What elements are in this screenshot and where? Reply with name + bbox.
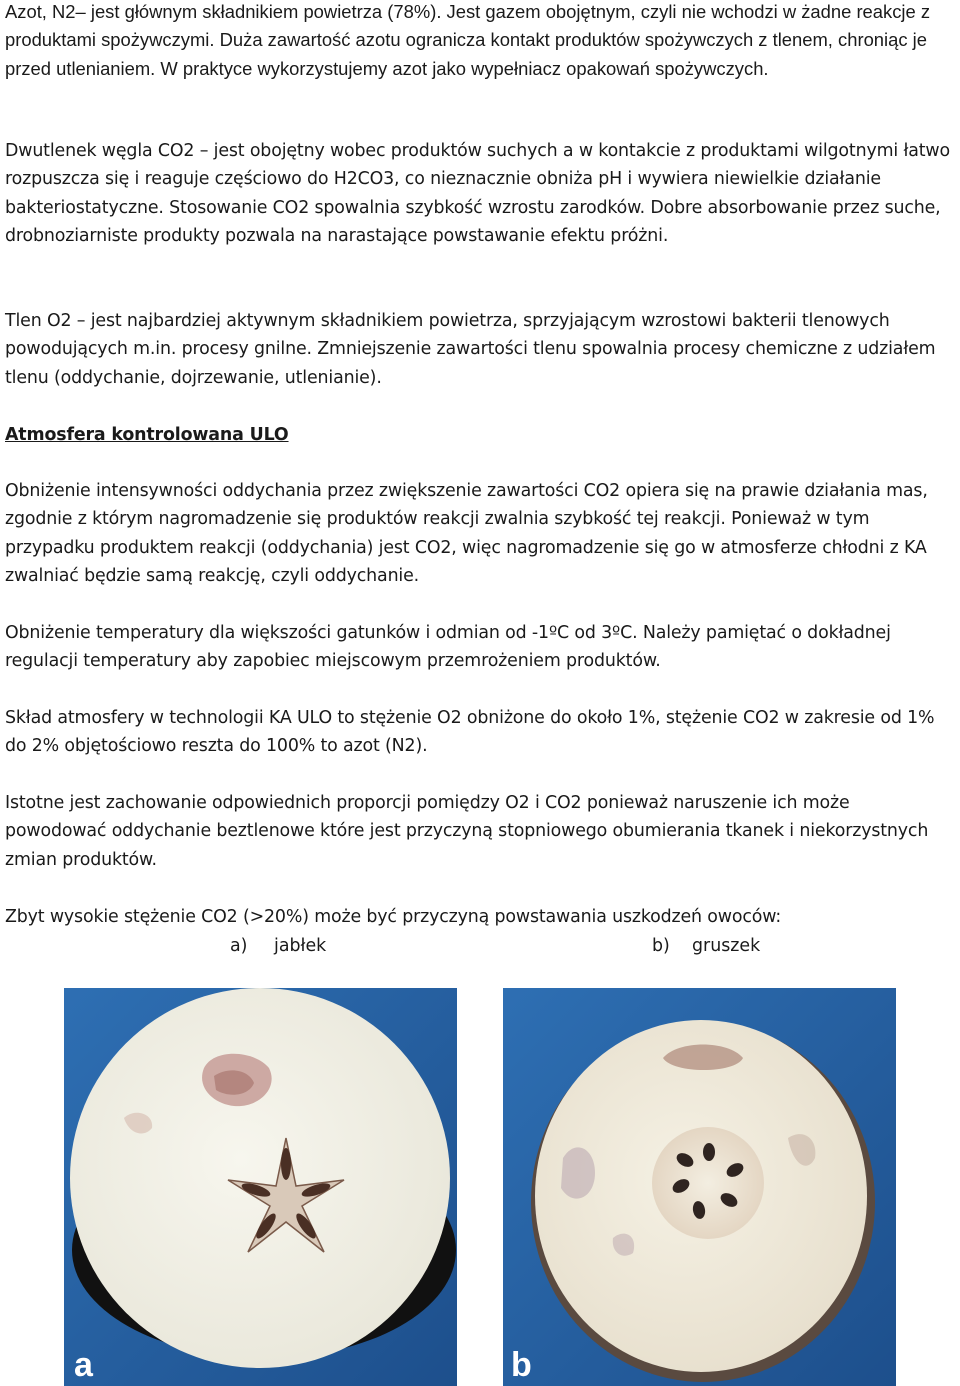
paragraph-oxygen: Tlen O2 – jest najbardziej aktywnym składnikiem powietrza, sprzyjającym wzrostowi bakterii tlenowych powodujących m.in. procesy gnilne. Zmniejszenie zawartości tlenu spowalnia procesy chemiczne z udziałem tlenu (oddychanie, dojrzewanie, utlenianie). [5, 311, 936, 388]
list-marker-a: a) [230, 936, 248, 956]
section-heading: Atmosfera kontrolowana ULO [5, 425, 289, 445]
pear-photo [503, 988, 896, 1386]
apple-flesh [70, 988, 450, 1368]
paragraph-proportions: Istotne jest zachowanie odpowiednich proporcji pomiędzy O2 i CO2 ponieważ naruszenie ich może powodować oddychanie beztlenowe które jest przyczyną stopniowego obumierania tkanek i niekorzystnych zmian produktów. [5, 793, 929, 870]
paragraph-co2: Dwutlenek węgla CO2 – jest obojętny wobec produktów suchych a w kontakcie z produktami wilgotnymi łatwo rozpuszcza się i reaguje częściowo do H2CO3, co nieznacznie obniża pH i wywiera niewielkie działanie bakteriostatyczne. Stosowanie CO2 spowalnia szybkość wzrostu zarodków. Dobre absorbowanie przez suche, drobnoziarniste produkty pozwala na narastające powstawanie efektu próżni. [5, 141, 950, 247]
paragraph-temperature: Obniżenie temperatury dla większości gatunków i odmian od -1ºC od 3ºC. Należy pamiętać o dokładnej regulacji temperatury aby zapobiec miejscowym przemrożeniem produktów. [5, 623, 891, 672]
apple-photo [64, 988, 457, 1386]
photo-letter-a: a [74, 1346, 93, 1384]
paragraph-damage: Zbyt wysokie stężenie CO2 (>20%) może być przyczyną powstawania uszkodzeń owoców: [5, 907, 782, 927]
photo-letter-b: b [511, 1346, 532, 1384]
paragraph-respiration: Obniżenie intensywności oddychania przez zwiększenie zawartości CO2 opiera się na prawie działania mas, zgodnie z którym nagromadzenie się produktów reakcji zwalnia szybkość tej reakcji. Ponieważ w tym przypadku produktem reakcji (oddychania) jest CO2, więc nagromadzenie się go w atmosferze chłodni z KA zwalniać będzie samą reakcję, czyli oddychanie. [5, 481, 928, 587]
list-label-pears: gruszek [692, 936, 761, 956]
list-label-apples: jabłek [274, 936, 327, 956]
paragraph-composition: Skład atmosfery w technologii KA ULO to stężenie O2 obniżone do około 1%, stężenie CO2 w zakresie od 1% do 2% objętościowo reszta do 100% to azot (N2). [5, 708, 935, 757]
paragraph-nitrogen: Azot, N2– jest głównym składnikiem powietrza (78%). Jest gazem obojętnym, czyli nie wchodzi w żadne reakcje z produktami spożywczymi. Duża zawartość azotu ogranicza kontakt produktów spożywczych z tlenem, chroniąc je przed utlenianiem. W praktyce wykorzystujemy azot jako wypełniacz opakowań spożywczych. [5, 1, 931, 79]
list-marker-b: b) [652, 936, 670, 956]
